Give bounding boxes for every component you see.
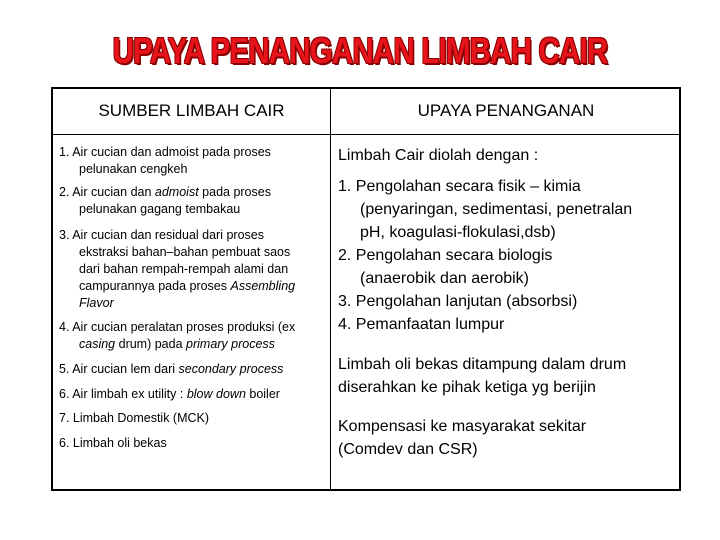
- header-sumber: SUMBER LIMBAH CAIR: [98, 101, 285, 120]
- oil-handling: Limbah oli bekas ditampung dalam drum diserahkan ke pihak ketiga yg berijin: [338, 356, 627, 396]
- treatment-list: 1. Pengolahan secara fisik – kimia (penyaringan, sedimentasi, penetralan pH, koagulasi-flokulasi,dsb) 2. Pengolahan secara biologis (anaerobik dan aerobik) 3. Pengolahan lanjutan (absorbsi) 4. Pemanfaatan lumpur: [338, 178, 633, 333]
- source-item-3: 3. Air cucian dan residual dari proses ekstraksi bahan–bahan pembuat saos dari bahan rempah-rempah alami dan campurannya pada proses Assembling Flavor: [59, 228, 296, 310]
- source-item-4: 4. Air cucian peralatan proses produksi (ex casing drum) pada primary process: [59, 320, 296, 351]
- source-item-8: 6. Limbah oli bekas: [59, 436, 167, 450]
- source-item-2: 2. Air cucian dan admoist pada proses pelunakan gagang tembakau: [59, 185, 271, 216]
- source-item-6: 6. Air limbah ex utility : blow down boiler: [59, 387, 280, 401]
- header-upaya: UPAYA PENANGANAN: [417, 101, 595, 120]
- content-table: [51, 87, 681, 491]
- compensation: Kompensasi ke masyarakat sekitar (Comdev dan CSR): [338, 418, 587, 458]
- treatment-intro: Limbah Cair diolah dengan :: [338, 147, 539, 164]
- source-item-7: 7. Limbah Domestik (MCK): [59, 411, 210, 425]
- source-item-5: 5. Air cucian lem dari secondary process: [59, 362, 284, 376]
- header-divider: [53, 134, 679, 135]
- page-title: UPAYA PENANGANAN LIMBAH CAIR: [112, 30, 608, 71]
- source-item-1: 1. Air cucian dan admoist pada proses pelunakan cengkeh: [59, 145, 271, 176]
